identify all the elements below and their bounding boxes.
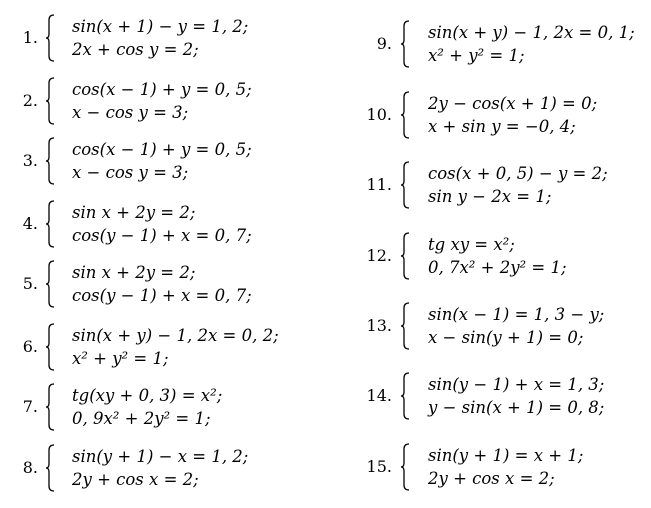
left-brace-icon <box>400 302 410 350</box>
left-brace-icon <box>400 161 410 209</box>
left-brace-icon <box>400 20 410 68</box>
equation-system-7 <box>0 377 330 437</box>
equations <box>428 373 604 419</box>
system-number: 14. <box>366 386 392 405</box>
system-number: 10. <box>366 105 392 124</box>
left-brace-icon <box>45 383 55 431</box>
equation-2: x² + y² = 1; <box>72 349 169 368</box>
equation-2: 2y + cos x = 2; <box>428 469 555 488</box>
left-brace-icon <box>400 372 410 420</box>
equation-1: sin(y + 1) − x = 1, 2; <box>72 447 249 466</box>
equations <box>72 445 248 491</box>
equation-1: cos(x − 1) + y = 0, 5; <box>72 140 252 159</box>
equations <box>72 261 252 307</box>
equation-2: 0, 7x² + 2y² = 1; <box>428 258 567 277</box>
equations <box>72 15 248 61</box>
equations <box>428 444 583 490</box>
equations <box>72 201 252 247</box>
equation-system-3 <box>0 131 330 191</box>
equation-2: x − sin(y + 1) = 0; <box>428 328 584 347</box>
equation-2: x² + y² = 1; <box>428 46 525 65</box>
system-number: 7. <box>22 397 38 416</box>
equation-1: sin x + 2y = 2; <box>72 203 196 222</box>
equation-2: x − cos y = 3; <box>72 103 189 122</box>
equations <box>72 138 252 184</box>
equations <box>428 303 604 349</box>
equation-2: x + sin y = −0, 4; <box>428 117 576 136</box>
system-number: 15. <box>366 457 392 476</box>
left-brace-icon <box>45 77 55 125</box>
equation-2: sin y − 2x = 1; <box>428 187 552 206</box>
equation-1: 2y − cos(x + 1) = 0; <box>428 94 598 113</box>
equation-system-13 <box>340 296 651 356</box>
equation-system-9 <box>340 14 651 74</box>
equations <box>72 78 252 124</box>
equations <box>428 21 635 67</box>
system-number: 13. <box>366 316 392 335</box>
left-brace-icon <box>45 137 55 185</box>
left-brace-icon <box>45 323 55 371</box>
equations <box>428 162 608 208</box>
equation-2: x − cos y = 3; <box>72 163 189 182</box>
left-brace-icon <box>400 232 410 280</box>
equation-2: cos(y − 1) + x = 0, 7; <box>72 226 252 245</box>
equation-system-4 <box>0 194 330 254</box>
system-number: 8. <box>22 458 38 477</box>
equation-1: tg(xy + 0, 3) = x²; <box>72 386 223 405</box>
equation-1: sin(x + y) − 1, 2x = 0, 1; <box>428 23 635 42</box>
equations <box>72 324 279 370</box>
equation-system-6 <box>0 317 330 377</box>
equation-system-12 <box>340 226 651 286</box>
equation-system-11 <box>340 155 651 215</box>
equation-2: y − sin(x + 1) = 0, 8; <box>428 398 605 417</box>
equation-system-8 <box>0 438 330 498</box>
left-brace-icon <box>45 260 55 308</box>
equation-system-5 <box>0 254 330 314</box>
equation-1: sin(x + y) − 1, 2x = 0, 2; <box>72 326 279 345</box>
equation-1: sin(x − 1) = 1, 3 − y; <box>428 305 605 324</box>
equation-1: sin(y − 1) + x = 1, 3; <box>428 375 605 394</box>
left-brace-icon <box>400 443 410 491</box>
system-number: 1. <box>22 28 38 47</box>
equation-1: cos(x − 1) + y = 0, 5; <box>72 80 252 99</box>
equation-2: 0, 9x² + 2y² = 1; <box>72 409 211 428</box>
equation-1: cos(x + 0, 5) − y = 2; <box>428 164 608 183</box>
equations <box>428 233 567 279</box>
equation-1: tg xy = x²; <box>428 235 515 254</box>
equations <box>428 92 597 138</box>
system-number: 4. <box>22 214 38 233</box>
equation-1: sin x + 2y = 2; <box>72 263 196 282</box>
system-number: 5. <box>22 274 38 293</box>
equation-2: 2x + cos y = 2; <box>72 40 199 59</box>
left-brace-icon <box>400 91 410 139</box>
system-number: 6. <box>22 337 38 356</box>
system-number: 2. <box>22 91 38 110</box>
equation-system-15 <box>340 437 651 497</box>
equation-system-14 <box>340 366 651 426</box>
system-number: 11. <box>366 175 392 194</box>
equations <box>72 384 222 430</box>
system-number: 9. <box>376 34 392 53</box>
equation-1: sin(x + 1) − y = 1, 2; <box>72 17 249 36</box>
left-brace-icon <box>45 14 55 62</box>
system-number: 12. <box>366 246 392 265</box>
equation-system-1 <box>0 8 330 68</box>
equation-system-10 <box>340 85 651 145</box>
left-brace-icon <box>45 444 55 492</box>
equation-2: cos(y − 1) + x = 0, 7; <box>72 286 252 305</box>
system-number: 3. <box>22 151 38 170</box>
equation-system-2 <box>0 71 330 131</box>
left-brace-icon <box>45 200 55 248</box>
equation-2: 2y + cos x = 2; <box>72 470 199 489</box>
equation-1: sin(y + 1) = x + 1; <box>428 446 584 465</box>
